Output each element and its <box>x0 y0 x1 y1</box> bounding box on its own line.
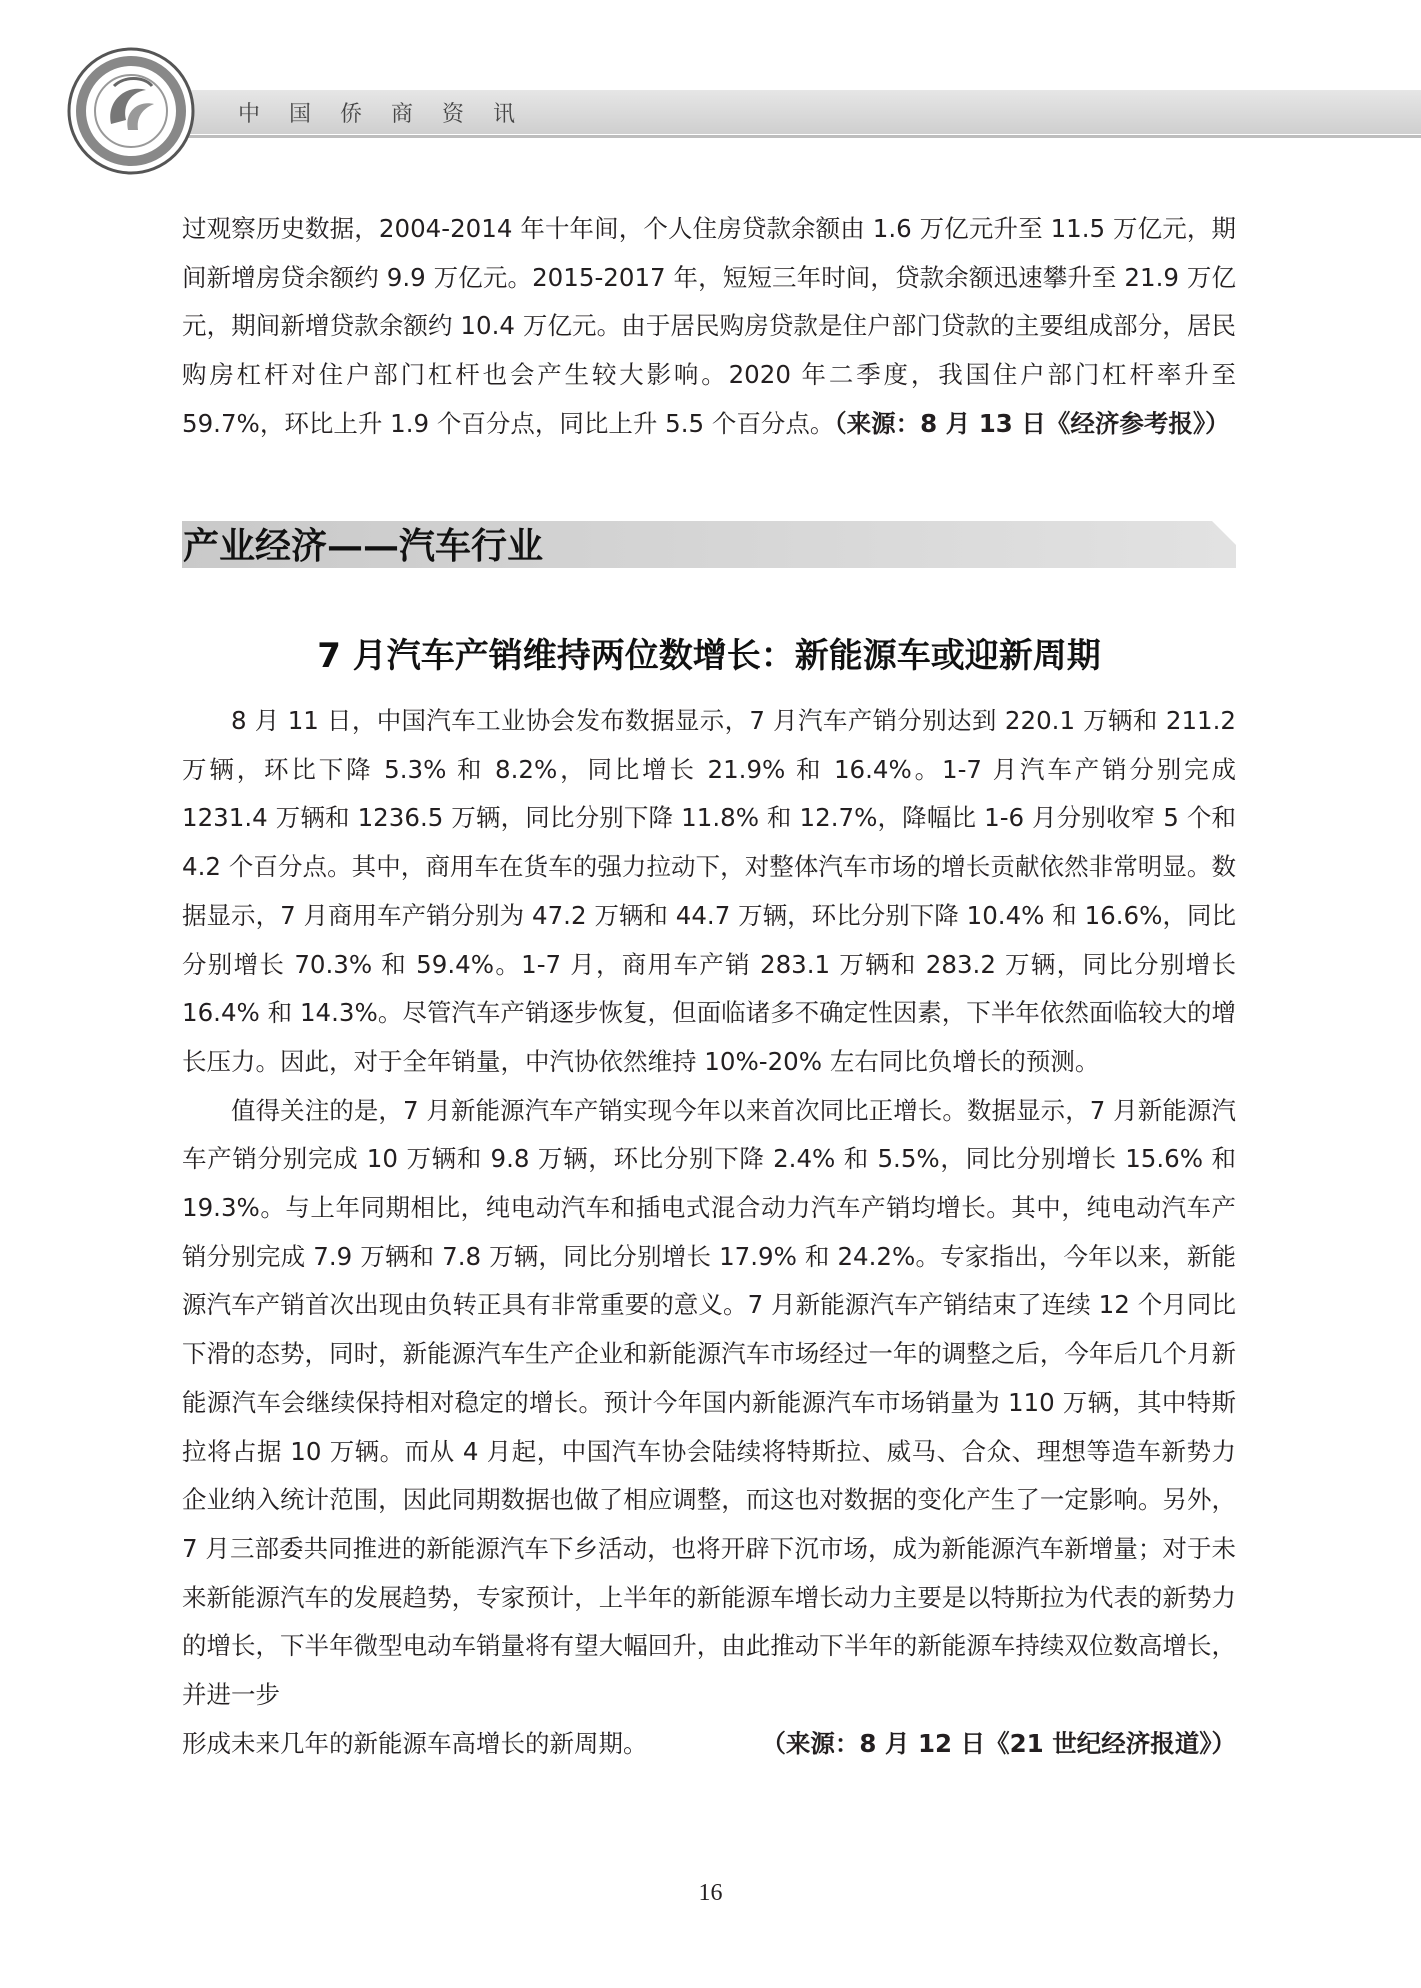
page-number: 16 <box>698 1880 723 1906</box>
article-last-line <box>182 1720 1236 1769</box>
article-paragraph-1: 8 月 11 日，中国汽车工业协会发布数据显示，7 月汽车产销分别达到 220.1 万辆和 211.2 万辆，环比下降 5.3% 和 8.2%，同比增长 21.9% 和 16.4%。1-7 月汽车产销分别完成 1231.4 万辆和 1236.5 万辆，同比分别下降 11.8% 和 12.7%，降幅比 1-6 月分别收窄 5 个和 4.2 个百分点。其中，商用车在货车的强力拉动下，对整体汽车市场的增长贡献依然非常明显。数据显示，7 月商用车产销分别为 47.2 万辆和 44.7 万辆，环比分别下降 10.4% 和 16.6%，同比分别增长 70.3% 和 59.4%。1-7 月，商用车产销 283.1 万辆和 283.2 万辆，同比分别增长 16.4% 和 14.3%。尽管汽车产销逐步恢复，但面临诸多不确定性因素，下半年依然面临较大的增长压力。因此，对于全年销量，中汽协依然维持 10%-20% 左右同比负增长的预测。 <box>182 706 1236 1076</box>
intro-source: （来源：8 月 13 日《经济参考报》） <box>834 408 1230 438</box>
article-paragraph-2: 值得关注的是，7 月新能源汽车产销实现今年以来首次同比正增长。数据显示，7 月新能源汽车产销分别完成 10 万辆和 9.8 万辆，环比分别下降 2.4% 和 5.5%，同比分别增长 15.6% 和 19.3%。与上年同期相比，纯电动汽车和插电式混合动力汽车产销均增长。其中，纯电动汽车产销分别完成 7.9 万辆和 7.8 万辆，同比分别增长 17.9% 和 24.2%。专家指出，今年以来，新能源汽车产销首次出现由负转正具有非常重要的意义。7 月新能源汽车产销结束了连续 12 个月同比下滑的态势，同时，新能源汽车生产企业和新能源汽车市场经过一年的调整之后，今年后几个月新能源汽车会继续保持相对稳定的增长。预计今年国内新能源汽车市场销量为 110 万辆，其中特斯拉将占据 10 万辆。而从 4 月起，中国汽车协会陆续将特斯拉、威马、合众、理想等造车新势力企业纳入统计范围，因此同期数据也做了相应调整，而这也对数据的变化产生了一定影响。另外，7 月三部委共同推进的新能源汽车下乡活动，也将开辟下沉市场，成为新能源汽车新增量；对于未来新能源汽车的发展趋势，专家预计，上半年的新能源车增长动力主要是以特斯拉为代表的新势力的增长，下半年微型电动车销量将有望大幅回升，由此推动下半年的新能源车持续双位数高增长，并进一步 <box>182 1095 1236 1710</box>
organization-logo-icon <box>66 46 196 176</box>
header-title: 中国侨商资讯 <box>238 102 545 127</box>
section-title: 产业经济——汽车行业 <box>183 525 544 567</box>
intro-paragraph <box>182 205 1236 449</box>
intro-text: 过观察历史数据，2004-2014 年十年间，个人住房贷款余额由 1.6 万亿元升至 11.5 万亿元，期间新增房贷余额约 9.9 万亿元。2015-2017 年，短短三年时间，贷款余额迅速攀升至 21.9 万亿元，期间新增贷款余额约 10.4 万亿元。由于居民购房贷款是住户部门贷款的主要组成部分，居民购房杠杆对住户部门杠杆也会产生较大影响。2020 年二季度，我国住户部门杠杆率升至 59.7%，环比上升 1.9 个百分点，同比上升 5.5 个百分点。 <box>182 214 1236 438</box>
article-paragraph-2-end: 形成未来几年的新能源车高增长的新周期。 <box>182 1728 648 1758</box>
article-title: 7 月汽车产销维持两位数增长：新能源车或迎新周期 <box>317 636 1101 676</box>
article-body <box>182 697 1236 1768</box>
article-source: （来源：8 月 12 日《21 世纪经济报道》） <box>761 1728 1236 1758</box>
